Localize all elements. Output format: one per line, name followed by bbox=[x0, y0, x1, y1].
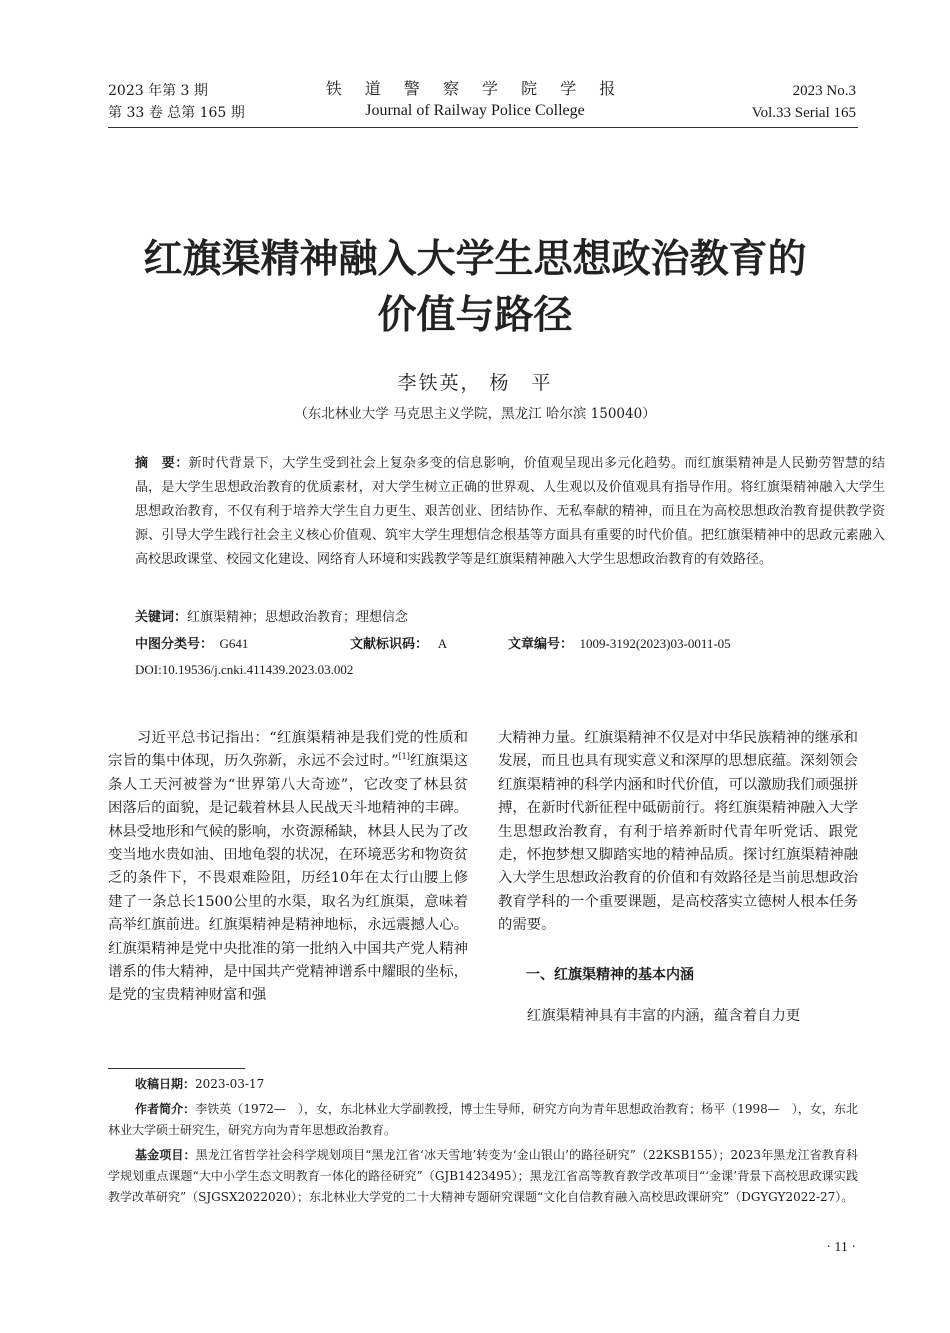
keywords bbox=[135, 606, 408, 630]
header-divider bbox=[108, 127, 858, 128]
paragraph-text: 红旗渠这条人工天河被誉为“世界第八大奇迹”，它改变了林县贫困落后的面貌，是记载着林县人民战天斗地精神的丰碑。林县受地形和气候的影响，水资源稀缺，林县人民为了改变当地水贵如油、田地龟裂的状况，在环境恶劣和物资贫乏的条件下，不畏艰难险阻，历经10年在太行山腰上修建了一条总长1500公里的水渠，取名为红旗渠，意味着高举红旗前进。红旗渠精神是精神地标，永远震撼人心。红旗渠精神是党中央批准的第一批纳入中国共产党人精神谱系的伟大精神，是中国共产党精神谱系中耀眼的坐标，是党的宝贵精神财富和强 bbox=[108, 753, 468, 1004]
keywords-label: 关键词： bbox=[135, 610, 188, 625]
doc-code-label: 文献标识码： bbox=[350, 637, 429, 652]
received-date bbox=[108, 1074, 858, 1095]
funding bbox=[108, 1145, 858, 1208]
body-column-right bbox=[498, 727, 858, 1028]
received-label: 收稿日期： bbox=[135, 1077, 196, 1091]
doc-code-value: A bbox=[437, 636, 448, 651]
author-bio bbox=[108, 1099, 858, 1141]
document-code bbox=[350, 632, 447, 657]
funding-label: 基金项目： bbox=[135, 1148, 196, 1162]
title-line-1: 红旗渠精神融入大学生思想政治教育的 bbox=[143, 237, 807, 282]
author-bio-label: 作者简介： bbox=[135, 1102, 196, 1116]
title-line-2: 价值与路径 bbox=[377, 293, 573, 338]
received-value: 2023-03-17 bbox=[195, 1077, 265, 1091]
body-paragraph: 红旗渠精神具有丰富的内涵，蕴含着自力更 bbox=[526, 1008, 801, 1025]
header-volume: 第 33 卷 总第 165 期 bbox=[108, 105, 245, 121]
header-issue-info-en bbox=[752, 80, 856, 124]
author-bio-text: 李铁英（1972— ），女，东北林业大学副教授，博士生导师，研究方向为青年思想政治教育；杨平（1998— ），女，东北林业大学硕士研究生，研究方向为青年思想政治教育。 bbox=[108, 1102, 858, 1137]
body-column-left bbox=[108, 727, 468, 1008]
citation-ref: [1] bbox=[398, 752, 410, 762]
abstract-text: 新时代背景下，大学生受到社会上复杂多变的信息影响，价值观呈现出多元化趋势。而红旗渠精神是人民勤劳智慧的结晶，是大学生思想政治教育的优质素材，对大学生树立正确的世界观、人生观以及价值观具有指导作用。将红旗渠精神融入大学生思想政治教育，不仅有利于培养大学生自力更生、艰苦创业、团结协作、无私奉献的精神，而且在为高校思想政治教育提供教学资源、引导大学生践行社会主义核心价值观、筑牢大学生理想信念根基等方面具有重要的时代价值。把红旗渠精神中的思政元素融入高校思政课堂、校园文化建设、网络育人环境和实践教学等是红旗渠精神融入大学生思想政治教育的有效路径。 bbox=[135, 456, 885, 567]
clc-number bbox=[135, 632, 248, 657]
footnote-divider bbox=[108, 1068, 245, 1069]
header-issue-info bbox=[108, 80, 245, 124]
journal-name-cn: 铁 道 警 察 学 院 学 报 bbox=[325, 79, 625, 98]
page-number: · 11 · bbox=[826, 1240, 856, 1255]
abstract-label: 摘 要： bbox=[135, 456, 189, 471]
article-title bbox=[80, 232, 870, 344]
header-issue: 2023 年第 3 期 bbox=[108, 83, 208, 99]
journal-name-en: Journal of Railway Police College bbox=[365, 102, 585, 119]
paragraph-text: 习近平总书记指出：“红旗渠精神是我们党的性质和宗旨的集中体现，历久弥新，永远不会过时。” bbox=[108, 730, 468, 770]
affiliation: （东北林业大学 马克思主义学院，黑龙江 哈尔滨 150040） bbox=[294, 406, 656, 422]
article-number-value: 1009-3192(2023)03-0011-05 bbox=[579, 636, 731, 651]
body-paragraph: 大精神力量。红旗渠精神不仅是对中华民族精神的继承和发展，而且也具有现实意义和深厚的思想底蕴。深刻领会红旗渠精神的科学内涵和时代价值，可以激励我们顽强拼搏，在新时代新征程中砥砺前行。将红旗渠精神融入大学生思想政治教育，有利于培养新时代青年听党话、跟党走，怀抱梦想又脚踏实地的精神品质。探讨红旗渠精神融入大学生思想政治教育的价值和有效路径是当前思想政治教育学科的一个重要课题，是高校落实立德树人根本任务的需要。 bbox=[498, 730, 858, 934]
funding-text: 黑龙江省哲学社会科学规划项目“黑龙江省‘冰天雪地’转变为‘金山银山’的路径研究”（22KSB155）；2023年黑龙江省教育科学规划重点课题“大中小学生态文明教育一体化的路径研究”（GJB1423495）；黑龙江省高等教育教学改革项目“‘金课’背景下高校思政课实践教学改革研究”（SJGSX2022020）；东北林业大学党的二十大精神专题研究课题“文化自信教育融入高校思政课研究”（DGYGY2022-27）。 bbox=[108, 1148, 858, 1204]
body-paragraph bbox=[108, 727, 468, 1008]
clc-value: G641 bbox=[219, 636, 249, 651]
section-heading: 一、红旗渠精神的基本内涵 bbox=[526, 966, 694, 983]
footnotes bbox=[108, 1074, 858, 1208]
keywords-text: 红旗渠精神；思想政治教育；理想信念 bbox=[187, 610, 409, 625]
clc-label: 中图分类号： bbox=[135, 637, 214, 652]
header-issue-en: 2023 No.3 bbox=[792, 83, 856, 99]
abstract bbox=[108, 452, 885, 572]
journal-name bbox=[300, 78, 650, 122]
doi: DOI:10.19536/j.cnki.411439.2023.03.002 bbox=[135, 662, 354, 677]
header-volume-en: Vol.33 Serial 165 bbox=[751, 105, 856, 121]
article-number-label: 文章编号： bbox=[508, 637, 574, 652]
article-number bbox=[508, 632, 731, 657]
authors: 李铁英， 杨 平 bbox=[397, 372, 553, 394]
